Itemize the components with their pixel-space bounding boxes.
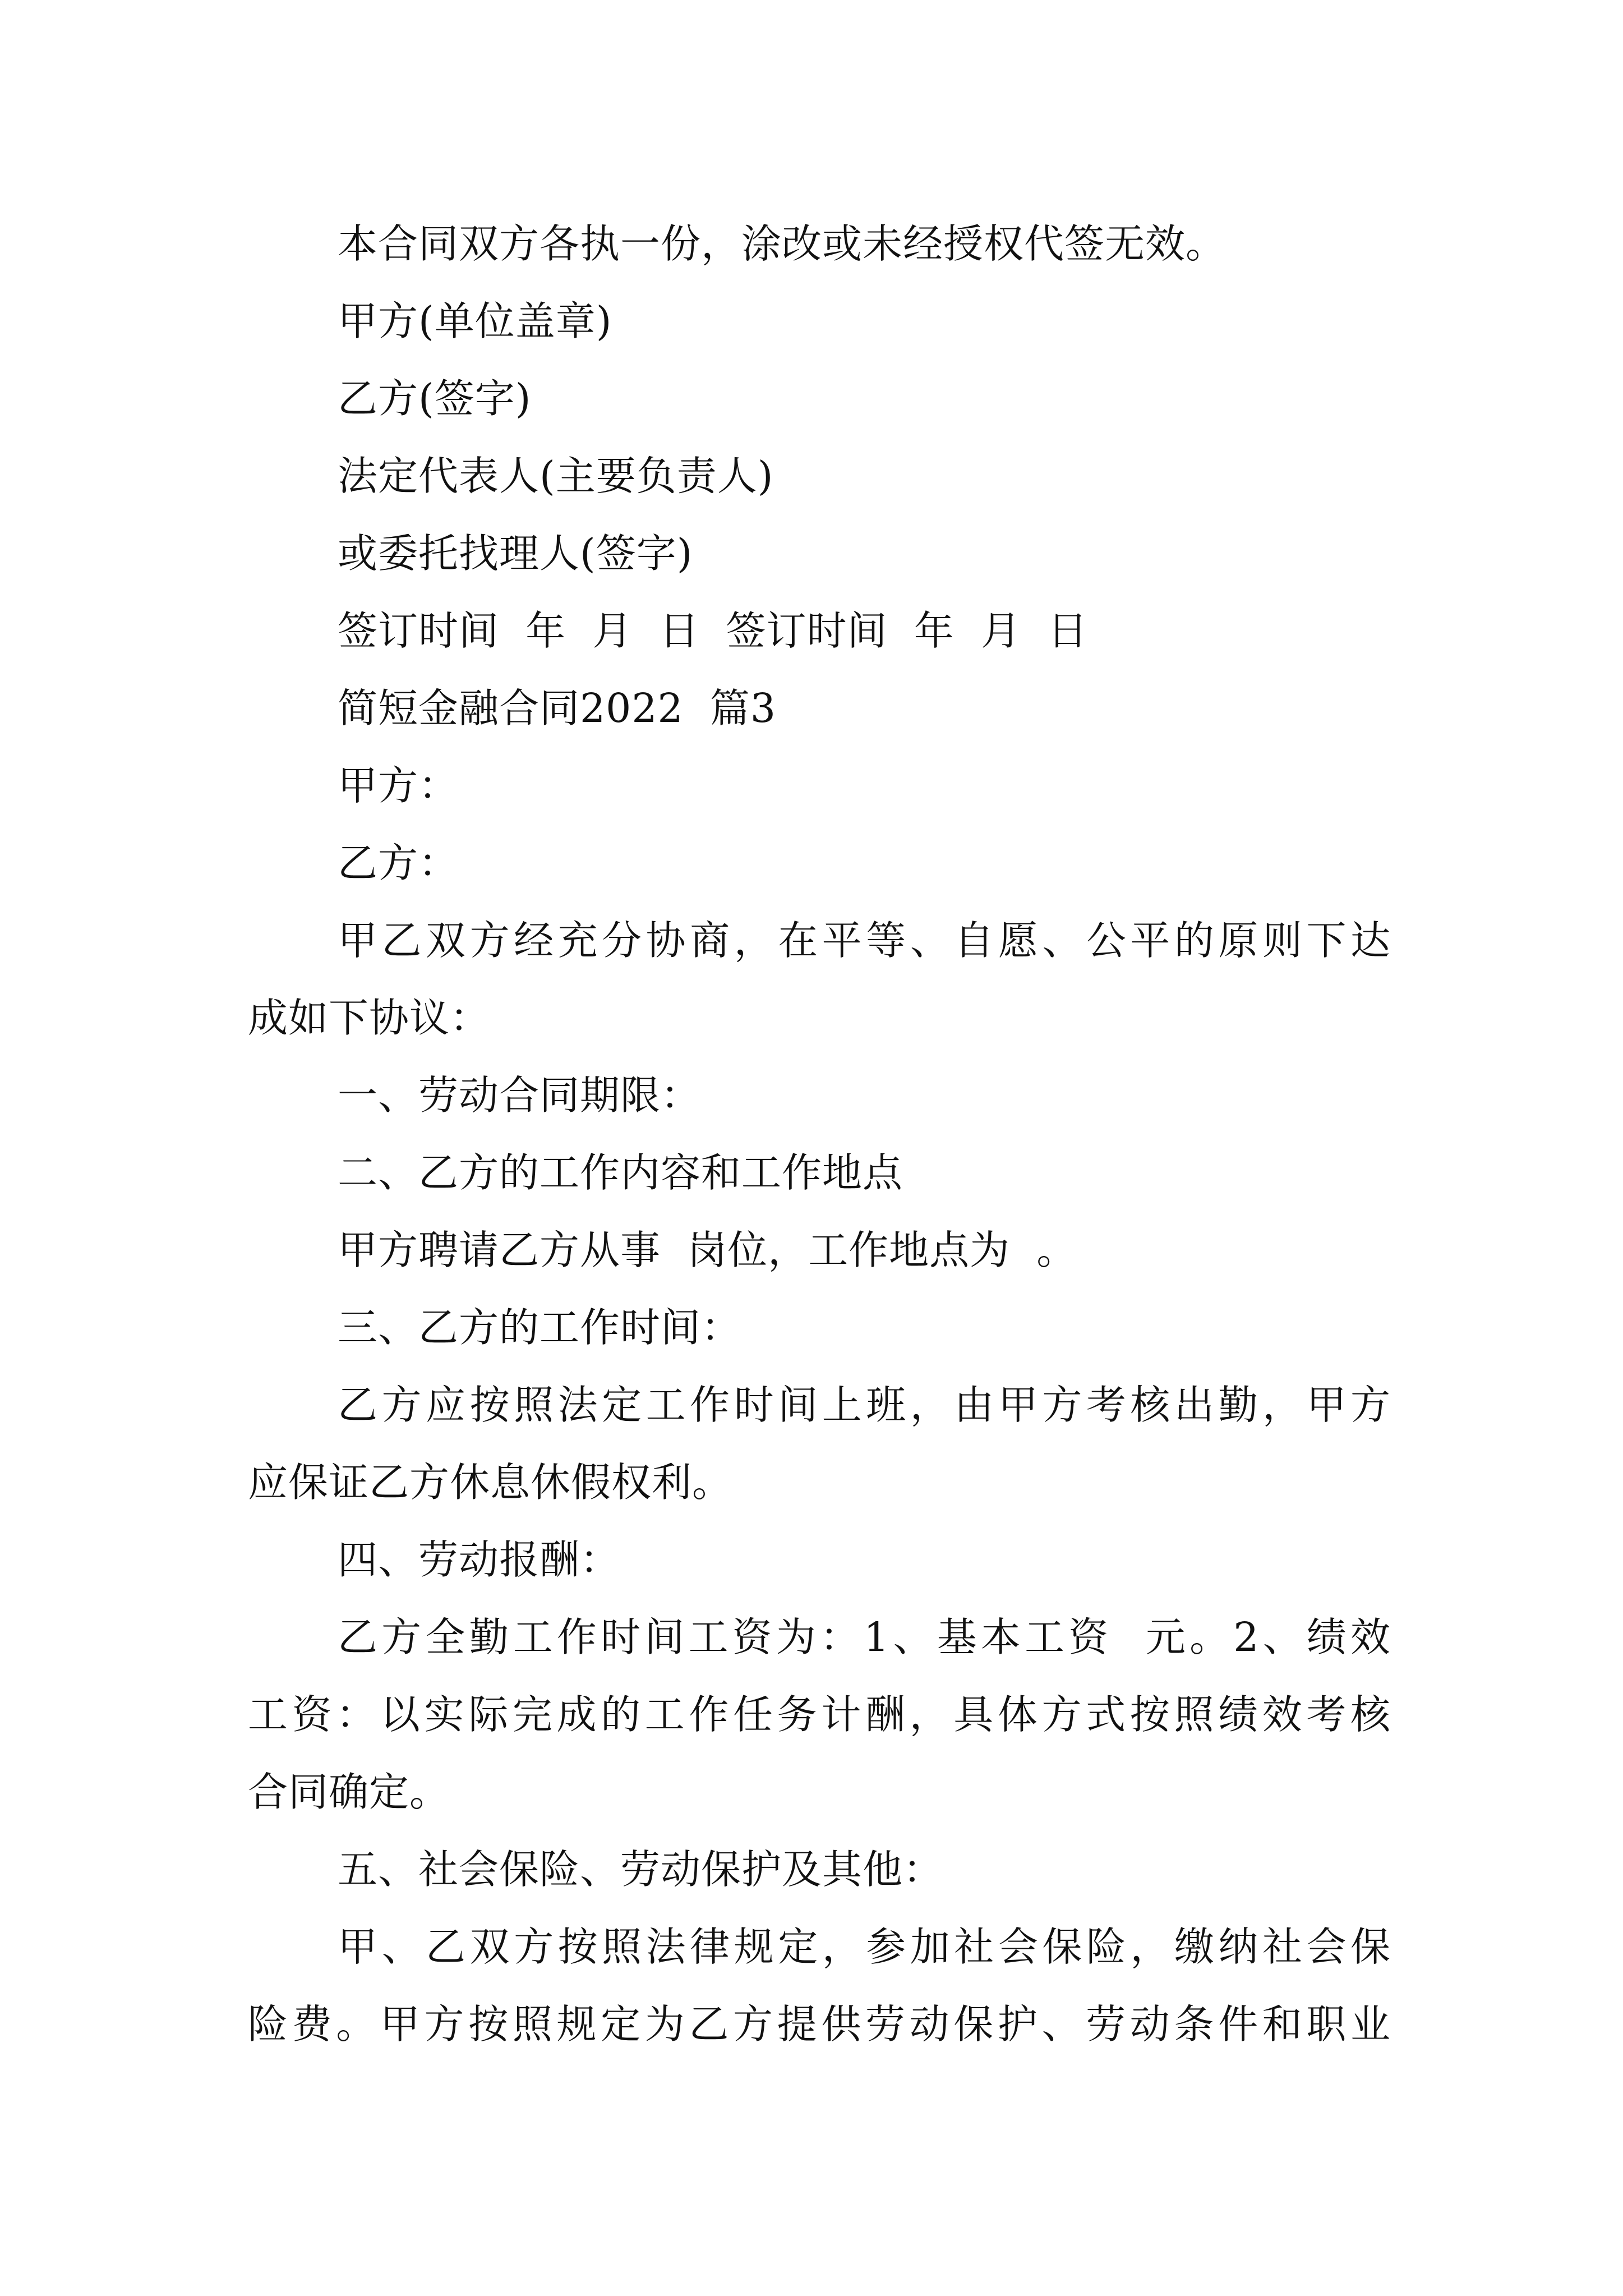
clause-heading: 一、劳动合同期限： bbox=[338, 1072, 702, 1119]
clause-heading: 二、乙方的工作内容和工作地点 bbox=[338, 1149, 903, 1196]
paragraph-line: 甲、乙双方按照法律规定，参加社会保险，缴纳社会保 bbox=[338, 1924, 1391, 1970]
party-b-signature-line: 乙方(签字) bbox=[338, 375, 532, 422]
paragraph-line: 乙方应按照法定工作时间上班，由甲方考核出勤，甲方 bbox=[338, 1382, 1391, 1428]
party-a-seal-line: 甲方(单位盖章) bbox=[338, 298, 612, 344]
paragraph-line: 甲方聘请乙方从事 岗位，工作地点为 。 bbox=[338, 1227, 1077, 1273]
paragraph-line: 工资：以实际完成的工作任务计酬，具体方式按照绩效考核 bbox=[248, 1691, 1391, 1738]
authorized-agent-line: 或委托找理人(签字) bbox=[338, 530, 693, 577]
clause-heading: 五、社会保险、劳动保护及其他： bbox=[338, 1846, 944, 1893]
paragraph-line: 合同确定。 bbox=[248, 1769, 450, 1815]
clause-heading: 四、劳动报酬： bbox=[338, 1536, 621, 1583]
paragraph-line: 乙方全勤工作时间工资为：1、基本工资 元。2、绩效 bbox=[338, 1614, 1391, 1660]
paragraph-line: 本合同双方各执一份，涂改或未经授权代签无效。 bbox=[338, 220, 1227, 267]
document-body bbox=[248, 205, 1391, 2063]
paragraph-line: 甲乙双方经充分协商，在平等、自愿、公平的原则下达 bbox=[338, 917, 1391, 964]
paragraph-line: 险费。甲方按照规定为乙方提供劳动保护、劳动条件和职业 bbox=[248, 2001, 1391, 2047]
party-b-label: 乙方： bbox=[338, 840, 459, 886]
clause-heading: 三、乙方的工作时间： bbox=[338, 1304, 742, 1351]
paragraph-line: 应保证乙方休息休假权利。 bbox=[248, 1459, 733, 1506]
party-a-label: 甲方： bbox=[338, 762, 459, 809]
signing-date-line: 签订时间 年 月 日 签订时间 年 月 日 bbox=[338, 608, 1088, 654]
section-title: 简短金融合同2022 篇3 bbox=[338, 685, 777, 731]
paragraph-line: 成如下协议： bbox=[248, 995, 491, 1041]
legal-representative-line: 法定代表人(主要负责人) bbox=[338, 453, 774, 499]
